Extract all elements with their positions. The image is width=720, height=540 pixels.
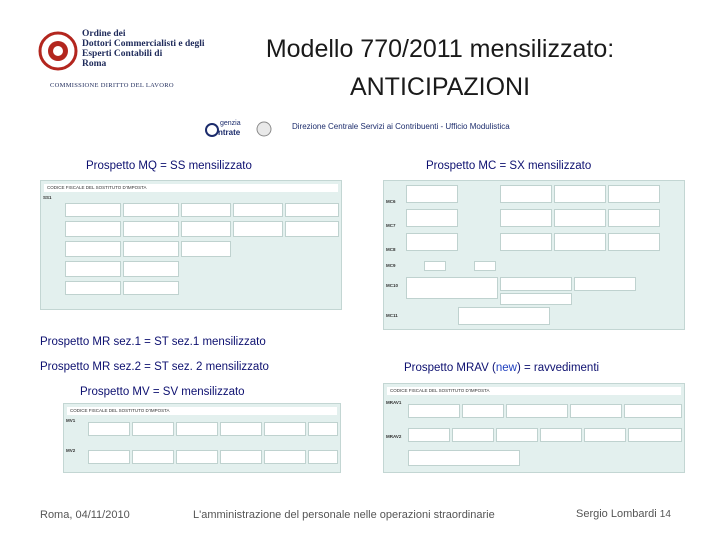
slide-title: Modello 770/2011 mensilizzato: ANTICIPAZIONI xyxy=(265,35,615,101)
svg-text:genzia: genzia xyxy=(220,120,241,127)
footer-date: Roma, 04/11/2010 xyxy=(40,509,130,521)
svg-text:ntrate: ntrate xyxy=(218,128,241,137)
caption-mr2: Prospetto MR sez.2 = ST sez. 2 mensilizzato xyxy=(40,361,269,373)
caption-mc: Prospetto MC = SX mensilizzato xyxy=(426,160,592,172)
footer-topic: L'amministrazione del personale nelle operazioni straordinarie xyxy=(193,509,495,521)
agency-department: Direzione Centrale Servizi ai Contribuenti - Ufficio Modulistica xyxy=(292,122,510,131)
caption-mrav: Prospetto MRAV (new) = ravvedimenti xyxy=(404,362,600,374)
page-number: 14 xyxy=(659,509,671,520)
organization-name: Ordine dei Dottori Commercialisti e degli Esperti Contabili di Roma xyxy=(82,29,205,69)
caption-mv: Prospetto MV = SV mensilizzato xyxy=(80,386,245,398)
caption-mr1: Prospetto MR sez.1 = ST sez.1 mensilizzato xyxy=(40,336,266,348)
row-code: SS1 xyxy=(43,195,52,200)
form-mv-image: CODICE FISCALE DEL SOSTITUTO D'IMPOSTA MV1 MV2 xyxy=(63,403,341,473)
form-mq-image xyxy=(40,180,342,310)
commission-label: COMMISSIONE DIRITTO DEL LAVORO xyxy=(50,82,174,89)
footer-author: Sergio Lombardi 14 xyxy=(576,508,671,520)
agency-banner xyxy=(204,116,544,140)
form-mrav-image: CODICE FISCALE DEL SOSTITUTO D'IMPOSTA MRAV1 MRAV2 xyxy=(383,383,685,473)
new-tag: new xyxy=(495,362,517,374)
caption-mq: Prospetto MQ = SS mensilizzato xyxy=(86,160,252,172)
form-mc-image: MC6 MC7 MC8 MC9 MC10 MC11 xyxy=(383,180,685,330)
agenzia-entrate-logo xyxy=(204,116,276,140)
order-logo-icon xyxy=(38,30,78,72)
form-header: CODICE FISCALE DEL SOSTITUTO D'IMPOSTA xyxy=(44,184,338,192)
